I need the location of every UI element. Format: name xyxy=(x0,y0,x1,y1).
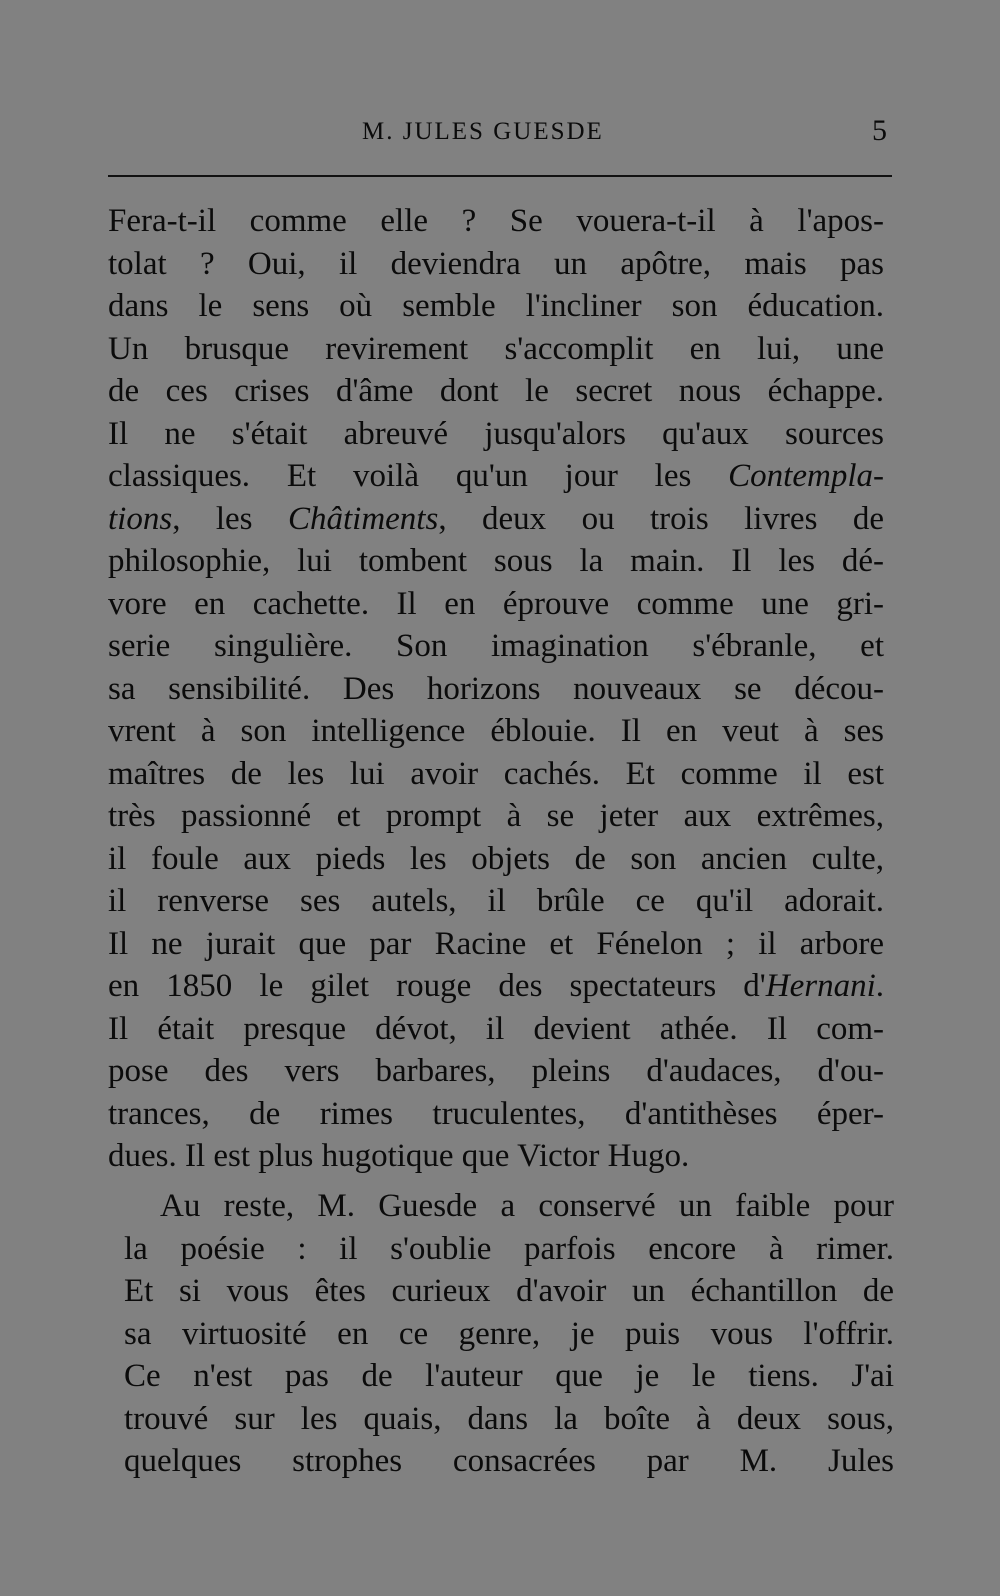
text-run: il foule aux pieds les objets de son ancien culte, xyxy=(108,840,884,877)
text-line xyxy=(124,1355,894,1397)
text-line xyxy=(108,668,884,710)
text-run: , les xyxy=(172,500,288,537)
text-line xyxy=(108,328,884,370)
italic-title: tions xyxy=(108,500,173,537)
text-run: la poésie : il s'oublie parfois encore à rimer. xyxy=(124,1230,894,1267)
text-run: . xyxy=(875,968,884,1004)
text-line xyxy=(160,1185,894,1227)
text-run: de ces crises d'âme dont le secret nous échappe. xyxy=(108,373,884,409)
text-run: classiques. Et voilà qu'un jour les xyxy=(108,458,729,494)
text-run: vrent à son intelligence éblouie. Il en veut à ses xyxy=(108,713,884,749)
text-line xyxy=(108,795,884,837)
text-line xyxy=(108,498,884,540)
text-line xyxy=(108,1008,884,1050)
text-line xyxy=(124,1398,894,1440)
text-line xyxy=(124,1440,894,1482)
text-run: sa sensibilité. Des horizons nouveaux se décou- xyxy=(108,670,884,707)
italic-title: Contempla- xyxy=(728,458,884,494)
text-line xyxy=(124,1313,894,1355)
text-run: très passionné et prompt à se jeter aux extrêmes, xyxy=(108,798,884,834)
text-line xyxy=(108,1135,884,1177)
text-run: il renverse ses autels, il brûle ce qu'il adorait. xyxy=(108,883,884,919)
text-run: vore en cachette. Il en éprouve comme une gri- xyxy=(108,585,884,622)
text-run: trouvé sur les quais, dans la boîte à deux sous, xyxy=(124,1400,894,1437)
running-head xyxy=(0,114,1000,158)
text-run: Il ne s'était abreuvé jusqu'alors qu'aux sources xyxy=(108,415,884,452)
text-run: Il ne jurait que par Racine et Fénelon ; il arbore xyxy=(108,925,884,962)
text-line xyxy=(108,413,884,455)
text-line xyxy=(108,710,884,752)
text-line xyxy=(124,1270,894,1312)
text-run: trances, de rimes truculentes, d'antithèses éper- xyxy=(108,1095,884,1132)
running-title: M. JULES GUESDE xyxy=(362,118,604,145)
text-run: tolat ? Oui, il deviendra un apôtre, mais pas xyxy=(108,245,884,282)
text-run: philosophie, lui tombent sous la main. Il les dé- xyxy=(108,543,884,579)
page-number: 5 xyxy=(872,114,887,147)
text-line xyxy=(124,1228,894,1270)
header-rule xyxy=(108,175,892,177)
text-run: , deux ou trois livres de xyxy=(438,500,884,537)
text-run: Et si vous êtes curieux d'avoir un échantillon de xyxy=(124,1273,894,1309)
text-line xyxy=(108,243,884,285)
text-line xyxy=(108,583,884,625)
text-run: dans le sens où semble l'incliner son éducation. xyxy=(108,288,884,324)
text-run: maîtres de les lui avoir cachés. Et comme il est xyxy=(108,755,884,792)
text-run: en 1850 le gilet rouge des spectateurs d' xyxy=(108,968,766,1004)
text-run: quelques strophes consacrées par M. Jules xyxy=(124,1443,894,1479)
text-line xyxy=(108,1093,884,1135)
text-run: Un brusque revirement s'accomplit en lui, une xyxy=(108,330,884,367)
text-run: dues. Il est plus hugotique que Victor Hugo. xyxy=(108,1138,690,1174)
text-line xyxy=(108,625,884,667)
text-line xyxy=(108,1050,884,1092)
text-run: serie singulière. Son imagination s'ébranle, et xyxy=(108,628,884,664)
text-line xyxy=(108,838,884,880)
italic-title: Hernani xyxy=(765,968,876,1004)
text-run: pose des vers barbares, pleins d'audaces, d'ou- xyxy=(108,1053,884,1089)
text-run: Il était presque dévot, il devient athée. Il com- xyxy=(108,1010,884,1047)
text-line xyxy=(108,965,884,1007)
text-line xyxy=(108,455,884,497)
text-line xyxy=(108,923,884,965)
text-line xyxy=(108,200,884,242)
text-run: Fera-t-il comme elle ? Se vouera-t-il à l'apos- xyxy=(108,203,884,239)
text-line xyxy=(108,753,884,795)
text-line xyxy=(108,370,884,412)
text-run: Ce n'est pas de l'auteur que je le tiens. J'ai xyxy=(124,1358,894,1394)
text-line xyxy=(108,880,884,922)
text-run: sa virtuosité en ce genre, je puis vous l'offrir. xyxy=(124,1315,894,1352)
text-line xyxy=(108,285,884,327)
italic-title: Châtiments xyxy=(287,500,439,537)
text-line xyxy=(108,540,884,582)
text-run: Au reste, M. Guesde a conservé un faible pour xyxy=(160,1188,894,1224)
